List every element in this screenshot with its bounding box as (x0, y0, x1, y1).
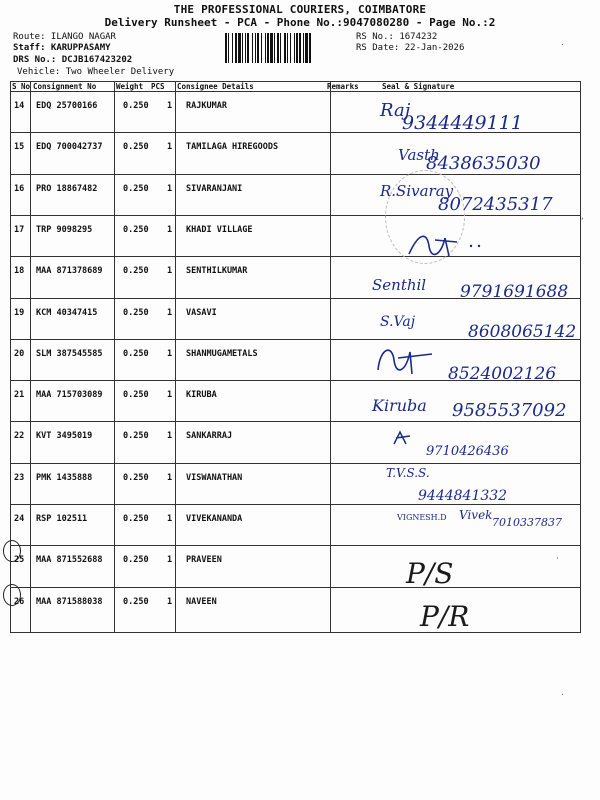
row-pcs: 1 (167, 183, 173, 194)
row-sno: 17 (14, 224, 25, 235)
row-sno: 23 (14, 472, 25, 483)
signature-vivekananda: Vivek (459, 508, 493, 522)
signature-senthil: Senthil (372, 276, 427, 294)
table-header-divider (10, 91, 581, 92)
row-sno: 26 (14, 596, 25, 607)
row-pcs: 1 (167, 431, 173, 442)
row-consignment: MAA 715703089 (36, 390, 103, 401)
row-weight: 0.250 (123, 596, 149, 607)
row-consignment: SLM 387545585 (36, 348, 103, 359)
rs-date: RS Date: 22-Jan-2026 (356, 43, 465, 53)
company-title: THE PROFESSIONAL COURIERS, COIMBATORE (173, 3, 427, 16)
staff-label: Staff: KARUPPASAMY (13, 43, 111, 53)
scribble-signature-khadi (405, 226, 495, 262)
handwritten-signature-number: 9710426436 (426, 444, 509, 459)
column-divider (175, 81, 176, 633)
row-weight: 0.250 (123, 348, 149, 359)
handwritten-signature-number: 8072435317 (438, 194, 553, 215)
handwritten-signature-number: 8524002126 (448, 364, 557, 384)
row-weight: 0.250 (123, 142, 149, 153)
row-pcs: 1 (167, 266, 173, 277)
column-header-remarks: Remarks (327, 82, 359, 91)
row-weight: 0.250 (123, 307, 149, 318)
hand-drawn-circle (3, 540, 21, 562)
table-row-divider (10, 256, 581, 257)
scribble-signature-shanmuga (372, 338, 442, 378)
table-row-divider (10, 504, 581, 505)
row-weight: 0.250 (123, 390, 149, 401)
table-row-divider (10, 587, 581, 588)
signature-kiruba: Kiruba (372, 396, 427, 415)
row-consignee: RAJKUMAR (186, 101, 227, 111)
column-header-consignment: Consignment No (33, 82, 97, 91)
table-row-divider (10, 545, 581, 546)
runsheet-title: Delivery Runsheet - PCA - Phone No.:9047080280 - Page No.:2 (104, 16, 496, 29)
column-divider (114, 81, 115, 633)
column-header-consignee: Consignee Details (177, 82, 254, 91)
row-consignment: KCM 40347415 (36, 307, 98, 318)
signature-rajkumar: Raj (380, 100, 411, 121)
row-consignment: PRO 18867482 (36, 183, 98, 194)
barcode (225, 33, 351, 63)
row-consignment: RSP 102511 (36, 514, 88, 524)
row-weight: 0.250 (123, 266, 149, 277)
row-pcs: 1 (167, 596, 173, 607)
row-pcs: 1 (167, 224, 173, 235)
row-consignee: TAMILAGA HIREGOODS (186, 142, 279, 153)
row-consignee: VASAVI (186, 307, 217, 318)
row-consignment: TRP 9098295 (36, 224, 93, 235)
row-pcs: 1 (167, 101, 173, 111)
table-row-divider (10, 215, 581, 216)
handwritten-signature-number: 9585537092 (452, 400, 567, 421)
row-sno: 14 (14, 101, 25, 111)
row-consignee: VIVEKANANDA (186, 514, 243, 524)
row-sno: 25 (14, 555, 25, 566)
rs-number: RS No.: 1674232 (356, 32, 438, 42)
row-sno: 22 (14, 431, 25, 442)
row-consignee: NAVEEN (186, 596, 217, 607)
table-row-divider (10, 421, 581, 422)
signature-vivekananda-name: VIGNESH.D (397, 513, 447, 522)
signature-viswanathan: T.V.S.S. (386, 466, 430, 480)
column-divider (30, 81, 31, 633)
row-consignment: KVT 3495019 (36, 431, 93, 442)
row-pcs: 1 (167, 390, 173, 401)
row-consignee: SIVARANJANI (186, 183, 243, 194)
row-sno: 21 (14, 390, 25, 401)
row-consignment: PMK 1435888 (36, 472, 93, 483)
row-consignee: PRAVEEN (186, 555, 222, 566)
barcode-bar (311, 33, 312, 63)
row-sno: 24 (14, 514, 25, 524)
row-pcs: 1 (167, 555, 173, 566)
row-weight: 0.250 (123, 555, 149, 566)
hand-drawn-circle (3, 584, 21, 606)
column-header-pcs: PCS (151, 82, 165, 91)
row-consignee: KHADI VILLAGE (186, 224, 253, 235)
column-header-sno: S No (12, 82, 31, 91)
row-sno: 16 (14, 183, 25, 194)
column-header-weight: Weight (116, 82, 144, 91)
stray-mark: · (560, 40, 565, 49)
row-pcs: 1 (167, 514, 173, 524)
row-sno: 18 (14, 266, 25, 277)
handwritten-signature-number: P/R (420, 600, 470, 633)
row-pcs: 1 (167, 348, 173, 359)
handwritten-signature-number: P/S (406, 557, 454, 590)
handwritten-signature-number: 9444841332 (418, 488, 508, 504)
handwritten-signature-number: 7010337837 (492, 516, 562, 529)
row-consignee: VISWANATHAN (186, 472, 243, 483)
table-border-bottom (10, 632, 581, 633)
row-consignment: MAA 871552688 (36, 555, 103, 566)
row-consignee: SHANMUGAMETALS (186, 348, 258, 359)
handwritten-signature-number: 8438635030 (426, 153, 541, 174)
scribble-signature-sankarraj (390, 428, 420, 448)
vehicle-label: Vehicle: Two Wheeler Delivery (17, 67, 175, 77)
table-row-divider (10, 463, 581, 464)
handwritten-signature-number: 8608065142 (468, 322, 577, 342)
stray-mark: · (560, 690, 565, 699)
row-weight: 0.250 (123, 183, 149, 194)
row-pcs: 1 (167, 307, 173, 318)
route-label: Route: ILANGO NAGAR (13, 32, 116, 42)
stray-mark: ' (555, 556, 560, 565)
handwritten-signature-number: 9344449111 (402, 112, 523, 134)
signature-sivaranjani: R.Sivaray (380, 182, 454, 200)
row-weight: 0.250 (123, 472, 149, 483)
row-consignment: MAA 871378689 (36, 266, 103, 277)
row-sno: 19 (14, 307, 25, 318)
handwritten-signature-number: 9791691688 (460, 282, 569, 302)
row-sno: 20 (14, 348, 25, 359)
row-weight: 0.250 (123, 101, 149, 111)
row-consignment: EDQ 700042737 (36, 142, 103, 153)
row-sno: 15 (14, 142, 25, 153)
row-consignment: MAA 871588038 (36, 596, 103, 607)
column-divider (580, 81, 581, 633)
row-pcs: 1 (167, 472, 173, 483)
signature-vasavi: S.Vaj (380, 314, 416, 330)
row-consignee: KIRUBA (186, 390, 217, 401)
row-weight: 0.250 (123, 514, 149, 524)
column-divider (330, 81, 331, 633)
row-weight: 0.250 (123, 224, 149, 235)
row-consignee: SANKARRAJ (186, 431, 233, 442)
column-header-seal-signature: Seal & Signature (382, 82, 455, 91)
row-consignee: SENTHILKUMAR (186, 266, 248, 277)
row-pcs: 1 (167, 142, 173, 153)
signature-tamilaga: Vasth (398, 146, 440, 164)
row-consignment: EDQ 25700166 (36, 101, 98, 111)
drs-label: DRS No.: DCJB167423202 (13, 55, 133, 65)
stray-mark: , (580, 212, 585, 221)
row-weight: 0.250 (123, 431, 149, 442)
